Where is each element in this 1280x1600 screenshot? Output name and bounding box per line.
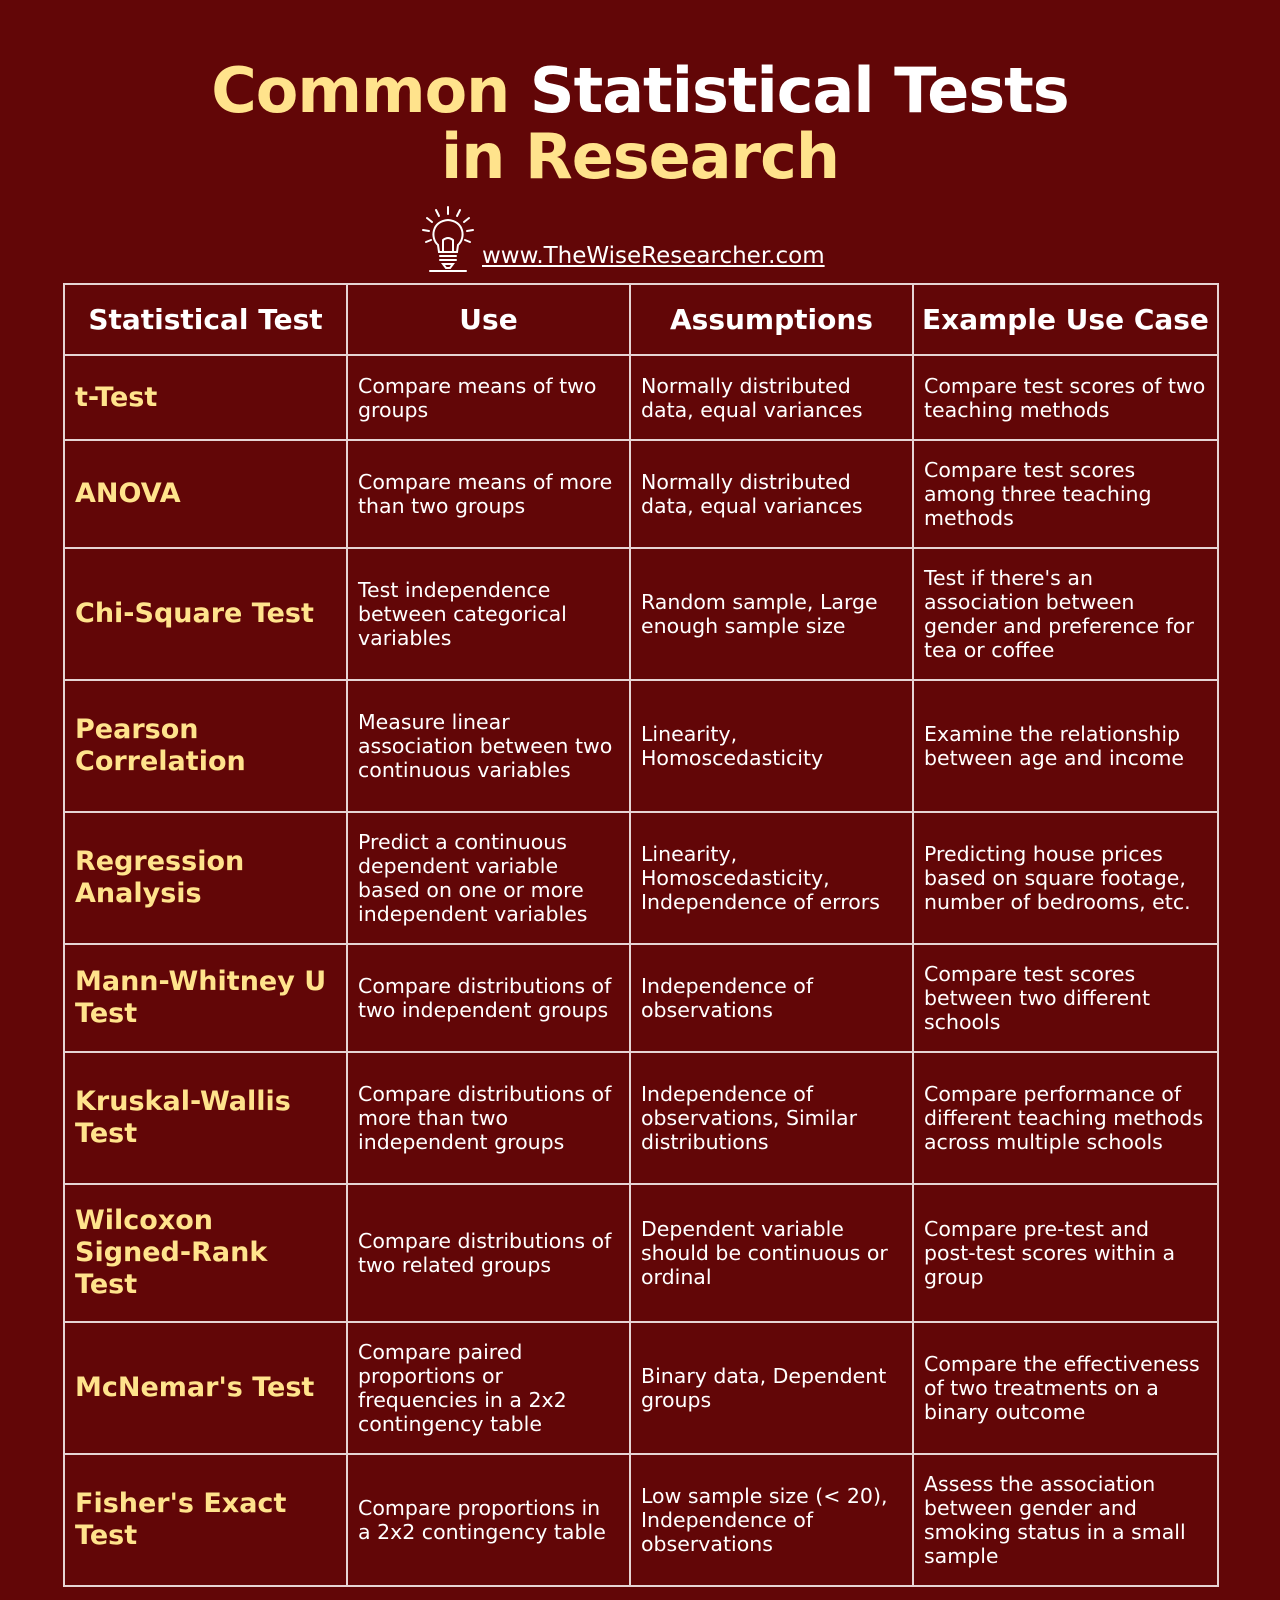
header-use: Use bbox=[347, 284, 630, 355]
test-name: Mann-Whitney U Test bbox=[64, 944, 347, 1052]
title-line-1 bbox=[0, 54, 1280, 127]
table-row bbox=[64, 680, 1218, 812]
test-name: t-Test bbox=[64, 355, 347, 440]
test-use: Predict a continuous dependent variable based on one or more independent variables bbox=[347, 812, 630, 944]
test-example: Test if there's an association between gender and preference for tea or coffee bbox=[913, 548, 1218, 680]
test-example: Predicting house prices based on square footage, number of bedrooms, etc. bbox=[913, 812, 1218, 944]
test-assumptions: Normally distributed data, equal variances bbox=[630, 440, 913, 548]
test-use: Compare paired proportions or frequencies in a 2x2 contingency table bbox=[347, 1322, 630, 1454]
table-row bbox=[64, 1184, 1218, 1322]
test-assumptions: Low sample size (< 20), Independence of observations bbox=[630, 1454, 913, 1586]
test-name: Fisher's Exact Test bbox=[64, 1454, 347, 1586]
test-use: Compare proportions in a 2x2 contingency table bbox=[347, 1454, 630, 1586]
test-assumptions: Binary data, Dependent groups bbox=[630, 1322, 913, 1454]
website-link[interactable]: www.TheWiseResearcher.com bbox=[482, 243, 825, 269]
test-assumptions: Independence of observations, Similar distributions bbox=[630, 1052, 913, 1184]
test-use: Compare distributions of two related groups bbox=[347, 1184, 630, 1322]
table-row bbox=[64, 440, 1218, 548]
test-example: Examine the relationship between age and income bbox=[913, 680, 1218, 812]
test-name: ANOVA bbox=[64, 440, 347, 548]
test-assumptions: Independence of observations bbox=[630, 944, 913, 1052]
table-row bbox=[64, 944, 1218, 1052]
test-use: Measure linear association between two continuous variables bbox=[347, 680, 630, 812]
lightbulb-icon bbox=[420, 205, 476, 275]
test-name: Wilcoxon Signed-Rank Test bbox=[64, 1184, 347, 1322]
table-row bbox=[64, 548, 1218, 680]
table-row bbox=[64, 1454, 1218, 1586]
table-row bbox=[64, 1052, 1218, 1184]
test-name: Regression Analysis bbox=[64, 812, 347, 944]
test-example: Compare the effectiveness of two treatments on a binary outcome bbox=[913, 1322, 1218, 1454]
table-row bbox=[64, 1322, 1218, 1454]
test-example: Compare performance of different teaching methods across multiple schools bbox=[913, 1052, 1218, 1184]
test-use: Compare distributions of more than two independent groups bbox=[347, 1052, 630, 1184]
test-assumptions: Linearity, Homoscedasticity, Independence of errors bbox=[630, 812, 913, 944]
title-words-statistical-tests: Statistical Tests bbox=[529, 54, 1069, 127]
test-example: Compare pre-test and post-test scores within a group bbox=[913, 1184, 1218, 1322]
table-row bbox=[64, 355, 1218, 440]
test-use: Compare means of more than two groups bbox=[347, 440, 630, 548]
header-example-use-case: Example Use Case bbox=[913, 284, 1218, 355]
test-use: Test independence between categorical variables bbox=[347, 548, 630, 680]
test-name: Pearson Correlation bbox=[64, 680, 347, 812]
test-example: Compare test scores of two teaching methods bbox=[913, 355, 1218, 440]
test-name: McNemar's Test bbox=[64, 1322, 347, 1454]
test-assumptions: Linearity, Homoscedasticity bbox=[630, 680, 913, 812]
test-name: Kruskal-Wallis Test bbox=[64, 1052, 347, 1184]
test-use: Compare means of two groups bbox=[347, 355, 630, 440]
test-example: Compare test scores among three teaching methods bbox=[913, 440, 1218, 548]
test-name: Chi-Square Test bbox=[64, 548, 347, 680]
title-line-2: in Research bbox=[440, 120, 840, 193]
test-assumptions: Random sample, Large enough sample size bbox=[630, 548, 913, 680]
test-assumptions: Normally distributed data, equal variances bbox=[630, 355, 913, 440]
table-header-row bbox=[64, 284, 1218, 355]
test-example: Compare test scores between two different schools bbox=[913, 944, 1218, 1052]
website-credit bbox=[410, 205, 880, 275]
test-assumptions: Dependent variable should be continuous or ordinal bbox=[630, 1184, 913, 1322]
page-title bbox=[0, 54, 1280, 193]
header-assumptions: Assumptions bbox=[630, 284, 913, 355]
test-example: Assess the association between gender and smoking status in a small sample bbox=[913, 1454, 1218, 1586]
statistical-tests-table bbox=[63, 283, 1219, 1587]
header-statistical-test: Statistical Test bbox=[64, 284, 347, 355]
title-word-common: Common bbox=[211, 54, 510, 127]
test-use: Compare distributions of two independent groups bbox=[347, 944, 630, 1052]
table-row bbox=[64, 812, 1218, 944]
